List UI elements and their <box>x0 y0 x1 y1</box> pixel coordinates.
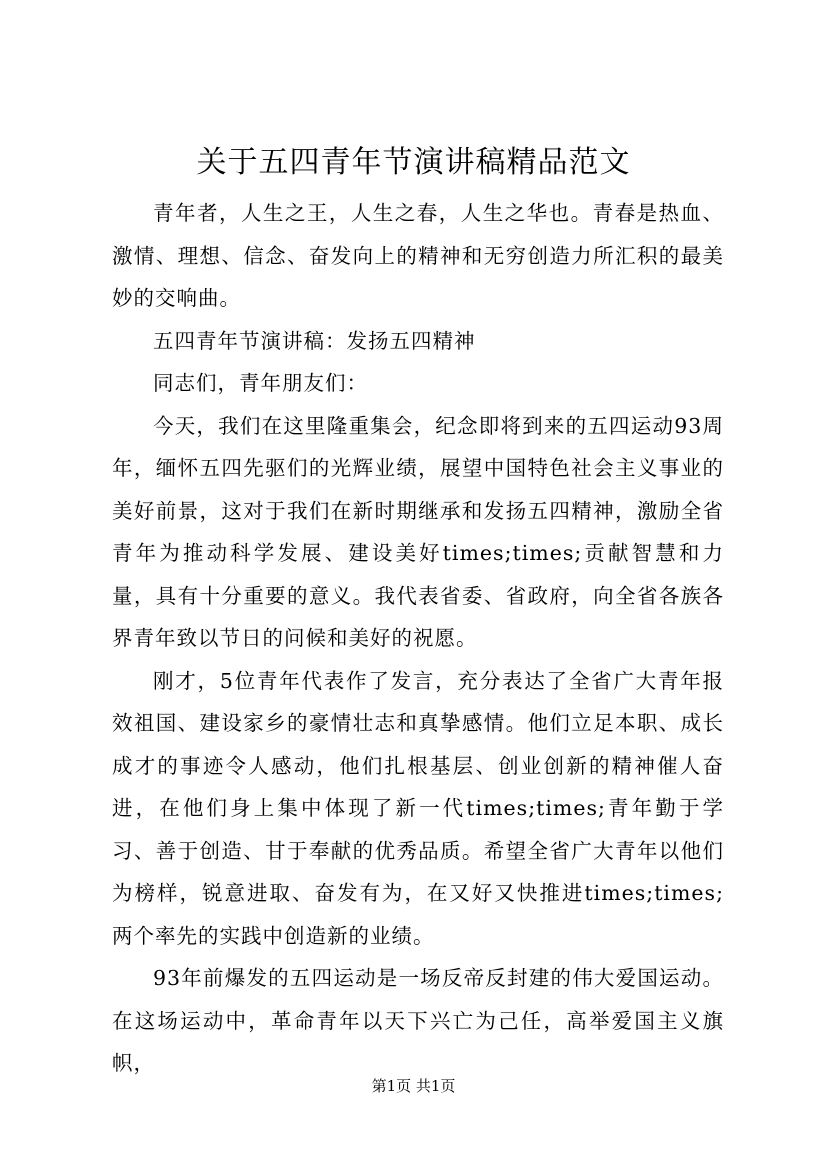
paragraph: 五四青年节演讲稿：发扬五四精神 <box>153 328 476 353</box>
paragraph: 刚才，5位青年代表作了发言，充分表达了全省广大青年报效祖国、建设家乡的豪情壮志和真挚感情。他们立足本职、成长成才的事迹令人感动，他们扎根基层、创业创新的精神催人奋进，在他们身上集中体现了新一代times;times;青年勤于学习、善于创造、甘于奉献的优秀品质。希望全省广大青年以他们为榜样，锐意进取、奋发有为，在又好又快推进times;times;两个率先的实践中创造新的业绩。 <box>112 668 724 948</box>
paragraph: 同志们，青年朋友们： <box>153 371 368 395</box>
paragraph: 今天，我们在这里隆重集会，纪念即将到来的五四运动93周年，缅怀五四先驱们的光辉业绩，展望中国特色社会主义事业的美好前景，这对于我们在新时期继承和发扬五四精神，激励全省青年为推动科学发展、建设美好times;times;贡献智慧和力量，具有十分重要的意义。我代表省委、省政府，向全省各族各界青年致以节日的问候和美好的祝愿。 <box>112 413 724 650</box>
page-footer: 第1页 共1页 <box>371 1077 456 1095</box>
document-body <box>112 192 724 1085</box>
paragraph: 青年者，人生之王，人生之春，人生之华也。青春是热血、激情、理想、信念、奋发向上的精神和无穷创造力所汇积的最美妙的交响曲。 <box>112 201 724 310</box>
document-title: 关于五四青年节演讲稿精品范文 <box>196 145 631 180</box>
paragraph: 93年前爆发的五四运动是一场反帝反封建的伟大爱国运动。在这场运动中，革命青年以天下兴亡为己任，高举爱国主义旗帜， <box>112 966 724 1075</box>
